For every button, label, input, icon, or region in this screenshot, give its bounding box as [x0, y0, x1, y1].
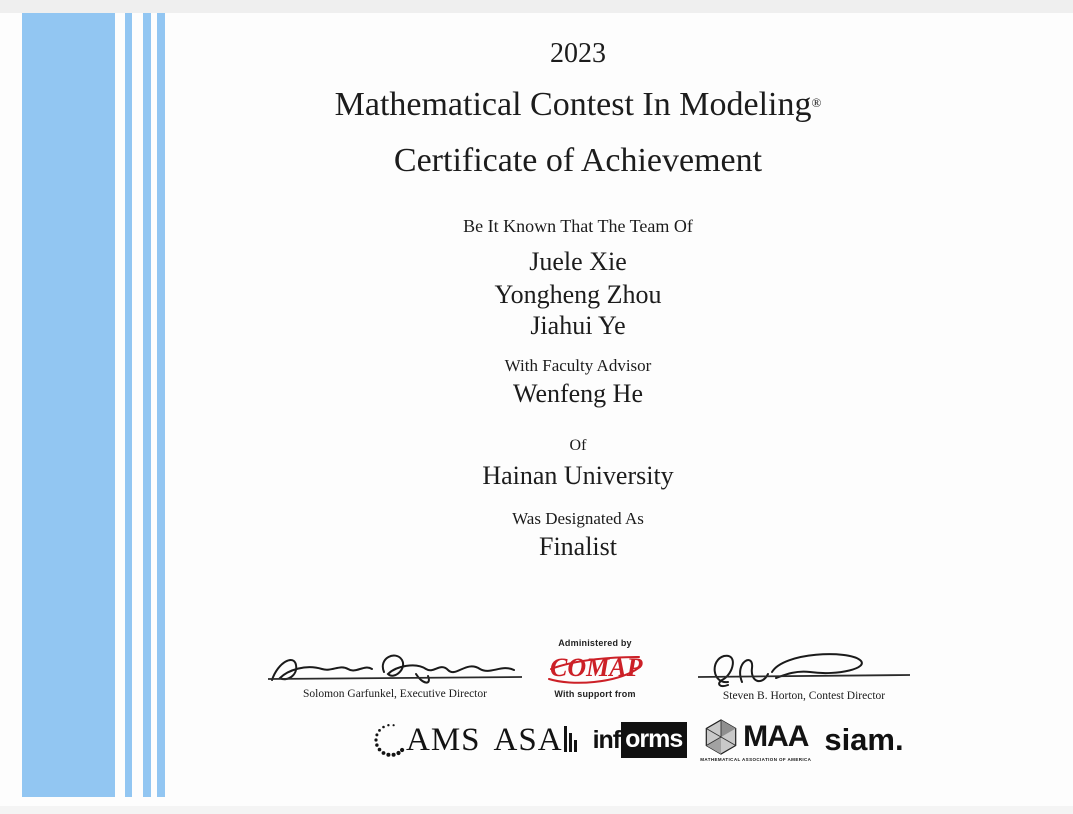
ams-logo-icon [372, 719, 481, 761]
comap-logo-icon [547, 649, 643, 687]
blue-stripe-wide [22, 13, 115, 797]
administered-by-label: Administered by [558, 638, 632, 648]
signature-right-block [698, 642, 910, 702]
blue-stripe-thin-1 [125, 13, 132, 797]
advisor-name: Wenfeng He [512, 379, 643, 408]
informs-logo-icon [593, 722, 688, 758]
garfunkel-title-text: Solomon Garfunkel, Executive Director [303, 688, 487, 700]
siam-logo-icon [824, 722, 903, 758]
comap-logo-text: COMAP [550, 653, 643, 682]
designation-text: Finalist [538, 532, 617, 561]
title-text [158, 86, 998, 124]
maa-logo-text: MAA [743, 720, 809, 753]
page-bottom-border [0, 806, 1073, 814]
blue-stripe-thin-2 [143, 13, 151, 797]
maa-logo-icon [700, 718, 811, 762]
ams-dotted-arc-icon [372, 719, 408, 761]
of-label: Of [569, 437, 587, 454]
horton-title-text: Steven B. Horton, Contest Director [722, 690, 886, 702]
asa-bars-icon [564, 724, 580, 756]
subtitle-text: Certificate of Achievement [393, 142, 763, 179]
sponsor-logos-row [372, 717, 904, 763]
asa-logo-icon [494, 722, 580, 759]
siam-logo-text: siam. [824, 722, 904, 757]
signature-left-block [266, 636, 524, 700]
informs-prefix-text: inf [592, 725, 621, 754]
asa-logo-text: ASA [493, 721, 563, 758]
year-text: 2023 [550, 38, 606, 69]
team-member-name: Juele Xie [529, 247, 627, 276]
page-top-border [0, 0, 1073, 13]
horton-signature-icon [698, 642, 910, 688]
registered-mark: ® [811, 94, 822, 110]
team-member-name: Yongheng Zhou [494, 280, 662, 309]
maa-polyhedron-icon [703, 718, 739, 756]
comap-block [533, 638, 657, 699]
title-label: Mathematical Contest In Modeling [334, 86, 812, 123]
support-from-label: With support from [554, 689, 636, 699]
informs-suffix-text: orms [621, 722, 687, 758]
maa-subtitle-text: MATHEMATICAL ASSOCIATION OF AMERICA [700, 757, 812, 762]
team-intro-text: Be It Known That The Team Of [463, 216, 693, 236]
team-member-name: Jiahui Ye [530, 311, 626, 340]
designation-intro-text: Was Designated As [512, 509, 644, 528]
garfunkel-signature-icon [266, 636, 524, 686]
institution-name: Hainan University [482, 461, 674, 490]
advisor-intro-text: With Faculty Advisor [504, 356, 652, 375]
ams-logo-text: AMS [406, 721, 481, 758]
maa-logo-row [703, 718, 808, 756]
